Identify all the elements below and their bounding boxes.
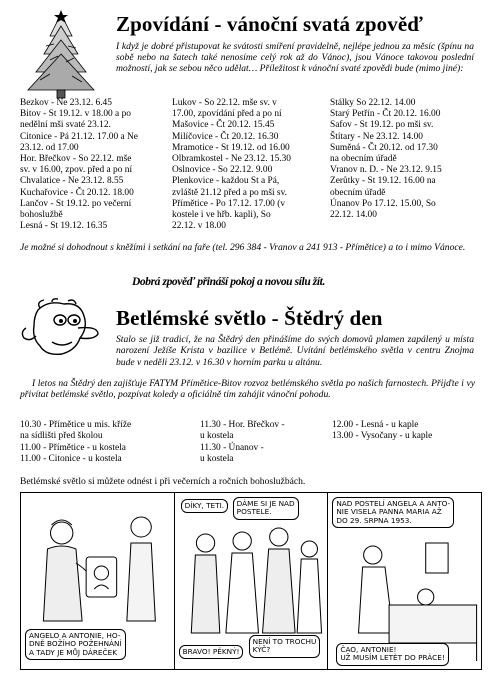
confession-column-2: Lukov - So 22.12. mše sv. v 17.00, zpovídání před a po ní Mašovice - Čt 20.12. 15.45 Milíčovice - Čt 20.12. 16.30 Mramotice - St 19.12. od 16.00 Olbramkostel - Ne 23.12. 15.30 Oslnovice - So 22.12. 9.00 Plenkovice - každou St a Pá, zvláště 21.12 před a po mši sv. Přímětice - Po 17.12. 17.00 (v kostele i ve hřb. kapli), So 22.12. v 18.00	[172, 98, 291, 232]
panel-2-bubble-bravo: BRAVO! PĚKNÝ!	[179, 645, 244, 659]
light-paragraph-2: I letos na Štědrý den zajišťuje FATYM Přímětice-Bitov rozvoz betlémského světla po našich farnostech. Přijďte i vy přivítat betlémské světlo, pozpívat koledy a oficiálně tím zahájit vánoční pohodu.	[20, 378, 475, 401]
light-footer: Betlémské světlo si můžete odnést i při večerních a ročních bohoslužbách.	[20, 476, 306, 487]
light-title: Betlémské světlo - Štědrý den	[116, 306, 383, 330]
panel-2-bubble-thanks: DÍKY, TETI.	[181, 499, 228, 513]
confession-intro: I když je dobré přistupovat ke svátosti smíření pravidelně, nejlépe jednou za měsíc (špínu na sobě nebo na šatech také nenosíme celý rok až do Vánoc), jsou Vánoce takovou poslední možností, jak se sebou něco udělat… Příležitost k vánoční svaté zpovědi bude (mimo jiné):	[116, 41, 474, 75]
light-schedule-2: 11.30 - Hor. Břečkov - u kostela 11.30 - Únanov - u kostela	[200, 420, 285, 465]
confession-note: Je možné si dohodnout s kněžími i setkání na faře (tel. 296 384 - Vranov a 241 913 - Přímětice) a to i mimo Vánoce.	[20, 242, 466, 253]
comic-panel-3	[328, 493, 481, 669]
confession-column-1: Bezkov - Ne 23.12. 6.45 Bitov - St 19.12. v 18.00 a po nedělní mši svaté 23.12. Citonice - Pá 21.12. 17.00 a Ne 23.12. od 17.00 Hor. Břečkov - So 22.12. mše sv. v 16.00, zpov. před a po ní Chvalatice - Ne 23.12. 8.55 Kuchařovice - Čt 20.12. 18.00 Lančov - St 19.12. po večerní bohoslužbě Lesná - St 19.12. 16.35	[20, 98, 138, 232]
light-schedule-1: 10.30 - Přímětice u mis. kříže na sídlišti před školou 11.00 - Přímětice - u kostela 11.00 - Citonice - u kostela	[20, 420, 132, 465]
comic-panel-1	[21, 493, 175, 669]
panel-1-caption: ANGELO A ANTONIE, HO- DNĚ BOŽÍHO POŽEHNÁNÍ A TADY JE MŮJ DÁREČEK	[25, 629, 126, 660]
panel-2-bubble-bed: DÁME SI JE NAD POSTELE.	[233, 497, 299, 520]
confession-slogan: Dobrá zpověď přináší pokoj a novou sílu žít.	[132, 276, 325, 288]
christmas-tree-icon	[20, 10, 102, 102]
light-schedule-3: 12.00 - Lesná - u kaple 13.00 - Vysočany - u kaple	[332, 420, 433, 442]
panel-2-bubble-kitsch: NENÍ TO TROCHU KÝČ?	[249, 635, 321, 658]
confession-column-3: Stálky So 22.12. 14.00 Starý Petřín - Čt 20.12. 16.00 Safov - St 19.12. po mši sv. Štítary - Ne 23.12. 14.00 Suměná - Čt 20.12. od 17.30 na obecním úřadě Vranov n. D. - Ne 23.12. 9.15 Zerůtky - St 19.12. 16.00 na obecním úřadě Únanov Po 17.12. 15.00, So 22.12. 14.00	[330, 98, 442, 221]
cartoon-face-icon	[18, 298, 102, 360]
comic-strip	[20, 492, 482, 670]
light-paragraph-1: Stalo se již tradicí, že na Štědrý den přinášíme do svých domovů plamen zapálený u místa narození Ježíše Krista v bazilice v Betlémě. Uvítání betlémského světla v centru Znojma bude v neděli 23.12. v 16.30 v horním parku u altánu.	[116, 334, 474, 368]
panel-3-bubble-goodbye: ČAO, ANTONIE! UŽ MUSÍM LETĚT DO PRÁCE!	[336, 643, 448, 666]
panel-3-caption: NAD POSTELÍ ANGELA A ANTO- NIE VISELA PANNA MARIA AŽ DO 29. SRPNA 1953.	[332, 497, 454, 528]
confession-title: Zpovídání - vánoční svatá zpověď	[116, 12, 423, 36]
comic-panel-2	[175, 493, 329, 669]
